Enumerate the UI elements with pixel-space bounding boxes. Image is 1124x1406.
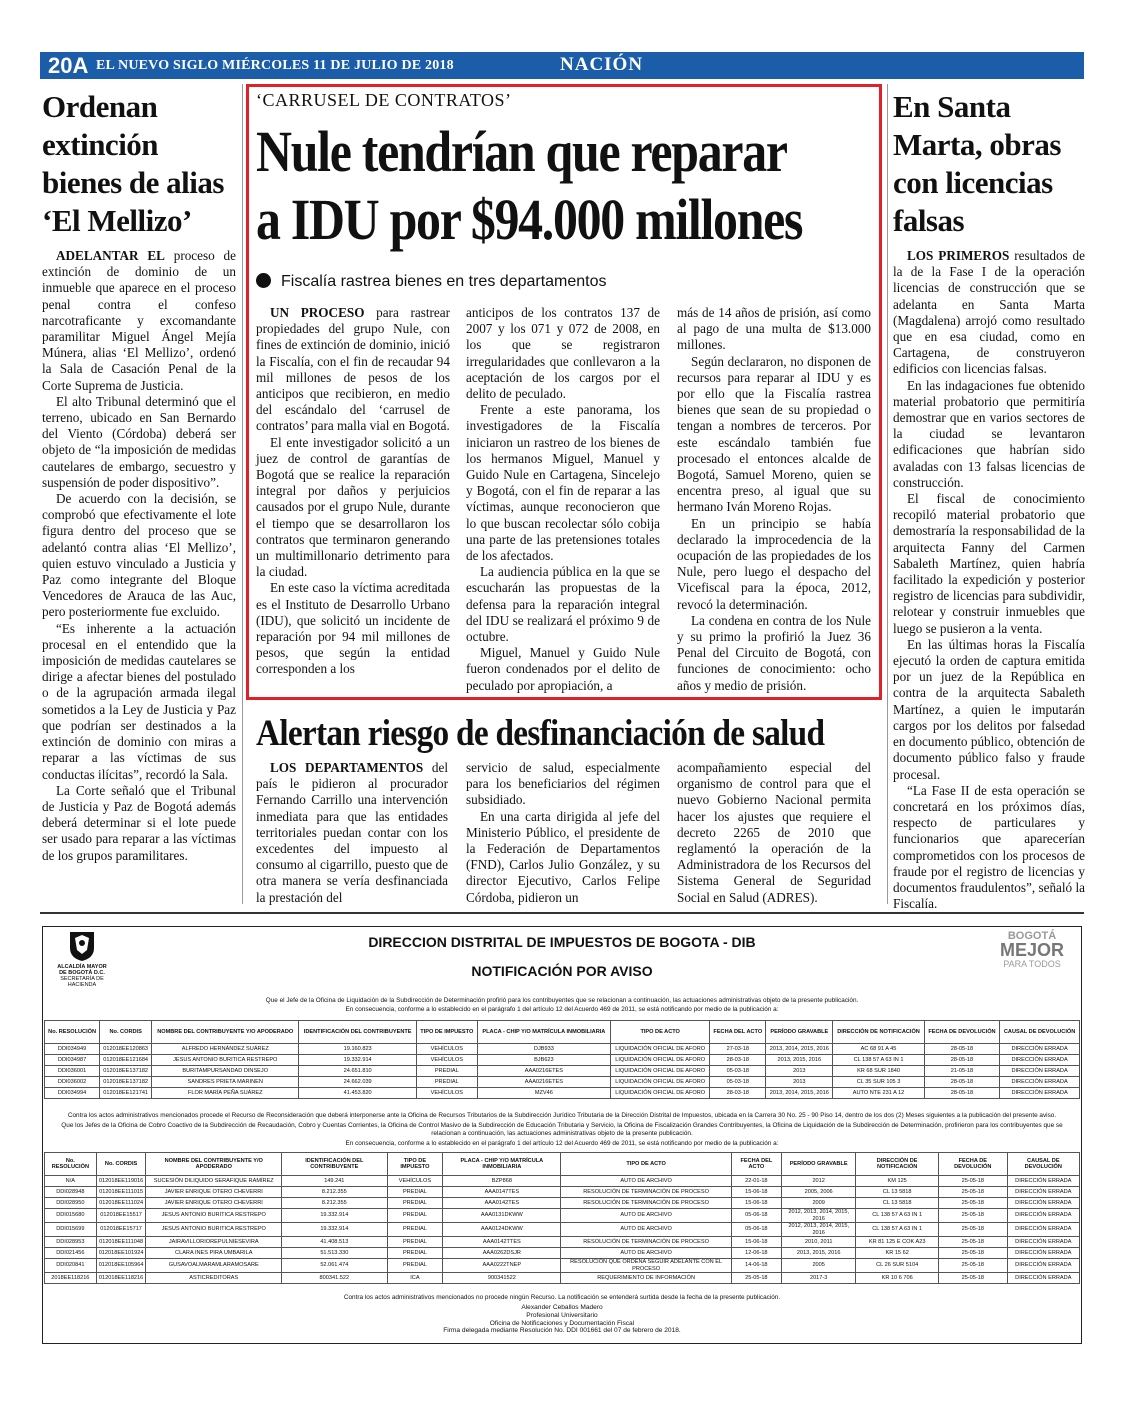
table-cell: 2005 [781,1259,855,1273]
table-cell: 05-03-18 [710,1077,766,1088]
left-article-body [42,248,236,864]
notice-subtitle: NOTIFICACIÓN POR AVISO [471,963,653,979]
column-header: NOMBRE DEL CONTRIBUYENTE Y/O APODERADO [152,1021,299,1044]
table-cell: 28-03-18 [710,1088,766,1099]
notice-note-1: Contra los actos administrativos mencionados procede el Recurso de Reconsideración que deberá interponerse ante la Oficina de Recursos Tributarios de la Subdirección Jurídico Tributaria de la Dirección Distrital de Impuestos, ubicada en la Carrera 30 No. 25 - 90 Piso 14, dentro de los dos (2) Meses siguientes a la publicación del presente aviso. [67,1112,1057,1119]
table-cell: 2018EE118216 [45,1273,97,1284]
table-cell: 22-01-18 [731,1176,781,1187]
table-header-row [45,1153,1080,1176]
column-header: PLACA - CHIP Y/O MATRÍCULA INMOBILIARIA [443,1153,561,1176]
table-cell: 51.513.330 [282,1248,388,1259]
table-cell: PREDIAL [387,1223,443,1237]
table-cell: 19.332.914 [282,1223,388,1237]
table-cell: DIRECCIÓN ERRADA [1007,1187,1079,1198]
notice-intro-4: En consecuencia, conforme a lo establecido en el parágrafo 1 del artículo 12 del Acuerdo 469 de 2011, se está notificando por medio de la publicación a: [345,1140,779,1147]
table-cell: JESUS ANTONIO BURITICA RESTREPO [152,1055,299,1066]
main-article-column-3 [677,305,871,694]
table-cell: 28-03-18 [710,1055,766,1066]
notice-intro: Que el Jefe de la Oficina de Liquidación de la Subdirección de Determinación profirió para los contribuyentes que se relacionan a continuación, las actuaciones administrativas objeto de la presente publicación. [265,997,859,1004]
table-cell: 2013 [766,1066,833,1077]
table-cell: AAA0124DKWW [443,1223,561,1237]
notice-note-2: Contra los actos administrativos mencionados no procede ningún Recurso. La notificación se entenderá surtida desde la fecha de la presente publicación. [343,1294,781,1301]
paragraph: anticipos de los contratos 137 de 2007 y los 071 y 072 de 2008, en los que se registraron irregularidades que conllevaron a la aceptación de los cargos por el delito de peculado. [466,305,660,402]
column-header: TIPO DE IMPUESTO [417,1021,478,1044]
table-cell: PREDIAL [417,1077,478,1088]
table-cell: 012018EE121741 [100,1088,152,1099]
paragraph: En las últimas horas la Fiscalía ejecutó la orden de captura emitida por un juez de la República en contra de la arquitecta Sabaleth Martínez, a quien le imputarán cargos por los delitos por falsedad en documento público, obtención de documento público falso y fraude procesal. [893,636,1085,782]
column-header: CAUSAL DE DEVOLUCIÓN [1000,1021,1080,1044]
table-cell: DDI028950 [45,1198,97,1209]
table-cell: 24.662.039 [299,1077,417,1088]
table-cell: 25-05-18 [938,1209,1007,1223]
column-header: PERÍODO GRAVABLE [766,1021,833,1044]
table-cell: JAIRAVILLORIOREPULNIESEVIRA [146,1237,282,1248]
table-cell: VEHÍCULOS [417,1044,478,1055]
paragraph: del país le pidieron al procurador Fernando Carrillo una intervención inmediata para que las entidades territoriales puedan contar con los excedentes del impuesto al consumo al cigarrillo, puesto que de otra manera se vería desfinanciada la prestación del [256,760,448,905]
table-cell: DDI020841 [45,1259,97,1273]
table-cell: 800341.522 [282,1273,388,1284]
column-header: No. RESOLUCIÓN [45,1021,100,1044]
paragraph: resultados de la de la Fase I de la operación licencias de construcción que se adelanta en Santa Marta (Magdalena) arrojó como resultado que en esa ciudad, como en Cartagena, de construyeron edificios con licencias falsas. [893,248,1085,377]
table-row [45,1237,1080,1248]
table-cell: 012018EE137182 [100,1077,152,1088]
table-cell: N/A [45,1176,97,1187]
table-cell: KR 68 SUR 1840 [833,1066,925,1077]
table-cell: DIRECCIÓN ERRADA [1007,1223,1079,1237]
paragraph: para rastrear propiedades del grupo Nule, con fines de extinción de dominio, inició la Fiscalía, con el fin de recaudar 94 mil millones de pesos de los anticipos que recibieron, en medio del escándalo del ‘carrusel de contratos’ para malla vial en Bogotá. [256,305,450,434]
table-cell: PREDIAL [387,1237,443,1248]
paragraph: De acuerdo con la decisión, se comprobó que efectivamente el lote figura dentro del proceso que se adelantó contra alias ‘El Mellizo’, quien estuvo vinculado a Justicia y Paz como integrante del Bloque Vencedores de Arauca de las Auc, pero posteriormente fue excluido. [42,491,236,620]
table-cell: 15-06-18 [731,1187,781,1198]
table-cell: 012018EE101924 [96,1248,146,1259]
notice-title: DIRECCION DISTRITAL DE IMPUESTOS DE BOGOTA - DIB [368,934,756,950]
table-cell: CL 13 5818 [856,1187,939,1198]
table-cell: RESOLUCIÓN DE TERMINACIÓN DE PROCESO [561,1198,731,1209]
table-cell: SANDRES PRIETA MARINEN [152,1077,299,1088]
column-header: CAUSAL DE DEVOLUCIÓN [1007,1153,1079,1176]
table-cell: DDI036002 [45,1077,100,1088]
logo-caption: ALCALDÍA MAYOR DE BOGOTÁ D.C. [57,964,107,976]
table-cell: PREDIAL [417,1066,478,1077]
table-cell: 19.160.823 [299,1044,417,1055]
table-cell: LIQUIDACIÓN OFICIAL DE AFORO [611,1077,710,1088]
table-cell: DDI028953 [45,1237,97,1248]
paragraph: “La Fase II de esta operación se concretará en los próximos días, respecto de particulares y funcionarios que aparecerían comprometidos con los procesos de fraude por el registro de licencias y documentos fraudulentos”, señaló la Fiscalía. [893,782,1085,912]
table-cell: VEHÍCULOS [417,1055,478,1066]
table-cell: 19.332.914 [299,1055,417,1066]
table-cell: 012018EE111024 [96,1198,146,1209]
table-cell: 15-06-18 [731,1237,781,1248]
table-cell: 25-05-18 [938,1259,1007,1273]
paragraph: El fiscal de conocimiento recopiló material probatorio que demostraría la responsabilidad de la arquitecta Fanny del Carmen Sabaleth Martínez, quien habría facilitado la expedición y posterior registro de licencias para subdividir, relotear y construir inmuebles que luego se pusieron a la venta. [893,491,1085,636]
table-cell: 2013, 2015, 2016 [781,1248,855,1259]
table-row [45,1223,1080,1237]
table-cell: AAA0216ETES [477,1066,611,1077]
column-header: No. CORDIS [100,1021,152,1044]
table-cell: 21-05-18 [924,1066,999,1077]
table-cell: DJB933 [477,1044,611,1055]
table-cell: 012018EE121684 [100,1055,152,1066]
column-header: FECHA DE DEVOLUCIÓN [938,1153,1007,1176]
paragraph: La condena en contra de los Nule y su primo la profirió la Juez 36 Penal del Circuito de Bogotá, con funciones de conocimiento: ocho años y medio de prisión. [677,612,871,693]
table-cell: KM 125 [856,1176,939,1187]
table-cell: DDI015699 [45,1223,97,1237]
table-cell: AAA0222TNEP [443,1259,561,1273]
logo-line: MEJOR [999,940,1064,960]
table-cell: 2012, 2013, 2014, 2015, 2016 [781,1223,855,1237]
table-cell: REQUERIMIENTO DE INFORMACIÓN [561,1273,731,1284]
table-cell: AAA0142TES [443,1198,561,1209]
column-header: DIRECCIÓN DE NOTIFICACIÓN [856,1153,939,1176]
column-header: DIRECCIÓN DE NOTIFICACIÓN [833,1021,925,1044]
table-cell: 28-05-18 [924,1088,999,1099]
table-cell: 2010, 2011 [781,1237,855,1248]
paragraph: servicio de salud, especialmente para los beneficiarios del régimen subsidiado. [466,760,660,808]
table-cell: 012018EE15517 [96,1209,146,1223]
headline-line: ‘El Mellizo’ [42,203,192,238]
table-cell: DIRECCIÓN ERRADA [1007,1248,1079,1259]
table-cell: 05-06-18 [731,1209,781,1223]
table-row [45,1088,1080,1099]
table-cell: 012018EE111015 [96,1187,146,1198]
table-cell: RESOLUCIÓN DE TERMINACIÓN DE PROCESO [561,1187,731,1198]
table-cell: 05-06-18 [731,1223,781,1237]
table-cell: 2017-3 [781,1273,855,1284]
main-article-column-1 [256,305,450,678]
paragraph: más de 14 años de prisión, así como al pago de una multa de $13.000 millones. [677,305,871,353]
table-cell: DIRECCIÓN ERRADA [1000,1088,1080,1099]
salud-column-2 [466,760,660,906]
table-cell: AUTO DE ARCHIVO [561,1176,731,1187]
table-cell: AAA0131DKWW [443,1209,561,1223]
table-row [45,1273,1080,1284]
paragraph: proceso de extinción de dominio de un inmueble que aparece en el proceso penal contra el confeso narcotraficante y excomandante paramilitar Miguel Ángel Mejía Múnera, alias ‘El Mellizo’, ordenó la Sala de Casación Penal de la Corte Suprema de Justicia. [42,248,236,393]
table-cell: 15-06-18 [731,1198,781,1209]
column-header: TIPO DE ACTO [561,1153,731,1176]
headline-line: bienes de alias [42,165,224,200]
table-header-row [45,1021,1080,1044]
column-header: PERÍODO GRAVABLE [781,1153,855,1176]
column-header: No. CORDIS [96,1153,146,1176]
table-cell: 012018EE137182 [100,1066,152,1077]
table-cell: 2012, 2013, 2014, 2015, 2016 [781,1209,855,1223]
table-cell: 8.212.355 [282,1198,388,1209]
column-header: FECHA DEL ACTO [710,1021,766,1044]
paragraph: En un principio se había declarado la improcedencia de la ocupación de las propiedades de los Nule, pero luego el despacho del Vicefiscal para la época, 2012, revocó la determinación. [677,515,871,612]
table-cell: CL 138 57 A 63 IN 1 [833,1055,925,1066]
table-cell: 25-05-18 [938,1237,1007,1248]
table-cell: PREDIAL [387,1187,443,1198]
table-cell: DIRECCIÓN ERRADA [1000,1055,1080,1066]
table-cell: 24.651.810 [299,1066,417,1077]
table-cell: DDI034987 [45,1055,100,1066]
table-cell: AAA0262DSJR [443,1248,561,1259]
headline-line: extinción [42,127,159,162]
table-cell: DDI034949 [45,1044,100,1055]
paragraph: Miguel, Manuel y Guido Nule fueron condenados por el delito de peculado por apropiación, a [466,645,660,693]
headline-line: con licencias [893,165,1053,200]
table-cell: 41.453.820 [299,1088,417,1099]
table-cell: JESUS ANTONIO BURITICA RESTREPO [146,1209,282,1223]
notice-table-1 [44,1020,1080,1099]
table-cell: JAVIER ENRIQUE OTERO CHEVERRI [146,1198,282,1209]
table-cell: 012018EE105964 [96,1259,146,1273]
paragraph: Frente a este panorama, los investigadores de la Fiscalía iniciaron un rastreo de los bienes de los hermanos Miguel, Manuel y Guido Nule en Cartagena, Sincelejo y Bogotá, con el fin de reparar a las víctimas, aunque reconocieron que lo que buscan recolectar sólo cobija una parte de las pretensiones totales de los afectados. [466,402,660,564]
table-row [45,1077,1080,1088]
table-cell: LIQUIDACIÓN OFICIAL DE AFORO [611,1044,710,1055]
table-cell: CL 35 SUR 105 3 [833,1077,925,1088]
table-cell: 28-05-18 [924,1055,999,1066]
subhead-text: Fiscalía rastrea bienes en tres departamentos [281,273,607,290]
column-header: NOMBRE DEL CONTRIBUYENTE Y/O APODERADO [146,1153,282,1176]
table-cell: SUCESIÓN DILIQUIDO SERAFIQUE RAMÍREZ [146,1176,282,1187]
table-cell: DDI021456 [45,1248,97,1259]
paragraph: En este caso la víctima acreditada es el Instituto de Desarrollo Urbano (IDU), que solicitó un incidente de reparación por 94 mil millones de pesos, que según la entidad corresponden a los [256,580,450,677]
table-row [45,1176,1080,1187]
table-cell: MZV46 [477,1088,611,1099]
signature-delegation: Firma delegada mediante Resolución No. DDI 001661 del 07 de febrero de 2018. [443,1327,681,1335]
salud-headline: Alertan riesgo de desfinanciación de salud [256,713,825,754]
table-cell: AC 68 91 A 45 [833,1044,925,1055]
table-cell: PREDIAL [387,1259,443,1273]
table-cell: 14-06-18 [731,1259,781,1273]
table-cell: CLARA INES PIRA UMBARILA [146,1248,282,1259]
notice-signature [44,1304,1080,1335]
column-header: TIPO DE IMPUESTO [387,1153,443,1176]
signature-role: Profesional Universitario [526,1311,598,1319]
table-cell: 2013, 2014, 2015, 2016 [766,1088,833,1099]
main-headline [256,118,803,254]
table-cell: DIRECCIÓN ERRADA [1000,1066,1080,1077]
table-cell: RESOLUCIÓN DE TERMINACIÓN DE PROCESO [561,1237,731,1248]
table-cell: 25-05-18 [938,1248,1007,1259]
table-cell: PREDIAL [387,1248,443,1259]
salud-column-1 [256,760,448,906]
column-header: FECHA DE DEVOLUCIÓN [924,1021,999,1044]
table-cell: DIRECCIÓN ERRADA [1007,1237,1079,1248]
headline-line: falsas [893,203,965,238]
paragraph: La Corte señaló que el Tribunal de Justicia y Paz de Bogotá además deberá determinar si el lote puede ser usado para reparar a las víctimas de los grupos paramilitares. [42,782,236,863]
table-cell: 12-06-18 [731,1248,781,1259]
table-cell: DDI015680 [45,1209,97,1223]
column-header: FECHA DEL ACTO [731,1153,781,1176]
table-cell: AAA0216ETES [477,1077,611,1088]
table-cell: LIQUIDACIÓN OFICIAL DE AFORO [611,1088,710,1099]
table-row [45,1044,1080,1055]
notice-top-rule [40,912,1084,914]
table-cell: DIRECCIÓN ERRADA [1007,1198,1079,1209]
table-row [45,1066,1080,1077]
table-cell: CL 26 SUR 5104 [856,1259,939,1273]
table-cell: PREDIAL [387,1209,443,1223]
notice-intro-2: En consecuencia, conforme a lo establecido en el parágrafo 1 del artículo 12 del Acuerdo 469 de 2011, se está notificando por medio de la publicación a: [345,1006,779,1013]
table-cell: 012018EE120863 [100,1044,152,1055]
headline-line: Marta, obras [893,127,1061,162]
table-cell: DDI028948 [45,1187,97,1198]
table-cell: DDI036001 [45,1066,100,1077]
headline-line: Ordenan [42,89,158,124]
table-cell: DIRECCIÓN ERRADA [1007,1259,1079,1273]
table-cell: 012018EE119016 [96,1176,146,1187]
article-subhead [256,273,607,291]
table-cell: JAVIER ENRIQUE OTERO CHEVERRI [146,1187,282,1198]
table-cell: RESOLUCIÓN QUE ORDENA SEGUIR ADELANTE CON EL PROCESO [561,1259,731,1273]
paragraph: acompañamiento especial del organismo de control para que el nuevo Gobierno Nacional permita hacer los ajustes que requiere el decreto 2265 de 2010 que reglamentó la operación de la Administradora de los Recursos del Sistema General de Seguridad Social en Salud (ADRES). [677,760,871,905]
table-cell: AUTO DE ARCHIVO [561,1248,731,1259]
table-cell: VEHÍCULOS [387,1176,443,1187]
table-cell: LIQUIDACIÓN OFICIAL DE AFORO [611,1055,710,1066]
table-cell: LIQUIDACIÓN OFICIAL DE AFORO [611,1066,710,1077]
table-cell: 25-05-18 [938,1198,1007,1209]
table-cell: DDI034994 [45,1088,100,1099]
table-cell: VEHÍCULOS [417,1088,478,1099]
table-cell: BURITAMPURSANDAD DINSEJO [152,1066,299,1077]
paragraph: En una carta dirigida al jefe del Ministerio Público, el presidente de la Federación de Departamentos (FND), Carlos Julio González, y su director Ejecutivo, Carlos Felipe Córdoba, pidieron un [466,808,660,905]
table-cell: 012018EE118216 [96,1273,146,1284]
signature-name: Alexander Ceballos Madero [521,1304,603,1311]
main-article-column-2 [466,305,660,694]
headline-line: Nule tendrían que reparar [256,119,787,184]
table-cell: 25-05-18 [938,1187,1007,1198]
column-divider [242,84,243,904]
column-divider [887,84,888,904]
table-cell: 28-05-18 [924,1077,999,1088]
section-title: NACIÓN [560,54,644,75]
table-cell: ASTICREDITORAS [146,1273,282,1284]
page-header [40,52,1084,79]
paragraph: En las indagaciones fue obtenido material probatorio que permitiría demostrar que en varios sectores de la ciudad se levantaron edificaciones que habrían sido avaladas con 13 falsas licencias de construcción. [893,377,1085,490]
table-cell: 2005, 2006 [781,1187,855,1198]
table-cell: 2012 [781,1176,855,1187]
table-cell: BZP868 [443,1176,561,1187]
table-cell: CL 138 57 A 63 IN 1 [856,1223,939,1237]
table-row [45,1248,1080,1259]
table-cell: 2009 [781,1198,855,1209]
table-cell: AUTO DE ARCHIVO [561,1223,731,1237]
table-cell: DIRECCIÓN ERRADA [1007,1273,1079,1284]
logo-line: BOGOTÁ [1007,930,1057,942]
bullet-dot-icon [256,273,271,288]
lead-words: ADELANTAR EL [56,248,165,263]
table-row [45,1209,1080,1223]
table-cell: 2013, 2015, 2016 [766,1055,833,1066]
column-header: IDENTIFICACIÓN DEL CONTRIBUYENTE [299,1021,417,1044]
lead-words: UN PROCESO [270,305,365,320]
column-header: TIPO DE ACTO [611,1021,710,1044]
table-cell: ICA [387,1273,443,1284]
column-header: PLACA - CHIP Y/O MATRÍCULA INMOBILIARIA [477,1021,611,1044]
paragraph: Según declararon, no disponen de recursos para reparar al IDU y es por ello que la Fiscalía rastrea bienes que sean de su propiedad o tengan a nombres de terceros. Por este escándalo también fue procesado el entonces alcalde de Bogotá, Samuel Moreno, quien se encentra preso, al igual que su hermano Iván Moreno Rojas. [677,353,871,515]
table-cell: 25-05-18 [938,1223,1007,1237]
table-cell: DIRECCIÓN ERRADA [1007,1209,1079,1223]
table-row [45,1055,1080,1066]
paragraph: La audiencia pública en la que se escucharán las propuestas de la defensa para la reparación integral del IDU se realizará el próximo 9 de octubre. [466,564,660,645]
notice-table-2 [44,1152,1080,1284]
table-cell: FLOR MARÍA PEÑA SUÁREZ [152,1088,299,1099]
table-cell: AAA0147TES [443,1187,561,1198]
left-article-headline [42,88,237,240]
table-cell: 25-05-18 [938,1273,1007,1284]
table-cell: 05-03-18 [710,1066,766,1077]
table-cell: BJB623 [477,1055,611,1066]
table-cell: PREDIAL [387,1198,443,1209]
table-cell: 52.061.474 [282,1259,388,1273]
table-cell: KR 81 125 E COK A23 [856,1237,939,1248]
column-header: IDENTIFICACIÓN DEL CONTRIBUYENTE [282,1153,388,1176]
table-cell: 012018EE15717 [96,1223,146,1237]
table-cell: KR 15 62 [856,1248,939,1259]
logo-subcaption: SECRETARÍA DE HACIENDA [60,976,104,988]
headline-line: En Santa [893,89,1011,124]
column-header: No. RESOLUCIÓN [45,1153,97,1176]
table-cell: CL 138 57 A 63 IN 1 [856,1209,939,1223]
table-cell: DIRECCIÓN ERRADA [1000,1044,1080,1055]
paragraph: El ente investigador solicitó a un juez de control de garantías de Bogotá que se realice la reparación integral por daños y perjuicios causados por el grupo Nule, durante el tiempo que se desarrollaron los contratos que terminaron generando un multimillonario detrimento para la ciudad. [256,434,450,580]
signature-office: Oficina de Notificaciones y Documentación Fiscal [489,1319,635,1327]
table-cell: 2013 [766,1077,833,1088]
salud-column-3 [677,760,871,906]
table-cell: DIRECCIÓN ERRADA [1000,1077,1080,1088]
table-cell: KR 10 6 706 [856,1273,939,1284]
table-row [45,1187,1080,1198]
lead-words: LOS DEPARTAMENTOS [270,760,424,775]
table-row [45,1259,1080,1273]
publication-date-line: EL NUEVO SIGLO MIÉRCOLES 11 DE JULIO DE 2018 [96,58,454,73]
article-kicker: ‘CARRUSEL DE CONTRATOS’ [256,90,512,110]
page-number: 20A [48,53,89,78]
table-cell: AAA0142TTES [443,1237,561,1248]
table-cell: 25-05-18 [938,1176,1007,1187]
table-cell: 25-05-18 [731,1273,781,1284]
table-cell: JESUS ANTONIO BURITICA RESTREPO [146,1223,282,1237]
table-cell: 19.332.914 [282,1209,388,1223]
logo-line: PARA TODOS [1003,959,1061,969]
right-article-headline [893,88,1088,240]
paragraph: El alto Tribunal determinó que el terreno, ubicado en San Bernardo del Viento (Córdoba) deberá ser objeto de “la imposición de medidas cautelares de embargo, secuestro y suspensión de poder dispositivo”. [42,393,236,490]
table-cell: DIRECCIÓN ERRADA [1007,1176,1079,1187]
table-row [45,1198,1080,1209]
table-cell: 27-03-18 [710,1044,766,1055]
table-cell: 900341522 [443,1273,561,1284]
table-cell: AUTO DE ARCHIVO [561,1209,731,1223]
table-cell: ALFREDO HERNÁNDEZ SUÁREZ [152,1044,299,1055]
table-cell: 2013, 2014, 2015, 2016 [766,1044,833,1055]
table-cell: CL 13 5818 [856,1198,939,1209]
table-cell: GUSAVOALMARAMLARAMOSARE [146,1259,282,1273]
lead-words: LOS PRIMEROS [907,248,1010,263]
notice-intro-3: Que los Jefes de la Oficina de Cobro Coactivo de la Subdirección de Recaudación, Cobro y Cuentas Corrientes, la Oficina de Control Masivo de la Subdirección de Educación Tributaria y Servicio, la Oficina de Fiscalización Grandes Contribuyentes, la Oficina de Liquidación de la Subdirección de Determinación, profirieron para los contribuyentes que se relacionan a continuación, las actuaciones administrativas objeto de la presente publicación. [61,1122,1063,1137]
table-cell: 012018EE111048 [96,1237,146,1248]
table-cell: 28-05-18 [924,1044,999,1055]
right-article-body [893,248,1085,912]
table-cell: AUTO NTE 231 A 12 [833,1088,925,1099]
table-cell: 8.212.355 [282,1187,388,1198]
paragraph: “Es inherente a la actuación procesal en el entendido que la imposición de medidas cautelares se dirige a afectar bienes del postulado o de la agrupación armada ilegal sometidos a la Ley de Justicia y Paz que podrían ser destinados a la extinción de dominio con miras a reparar a las víctimas de sus conductas ilícitas”, recordó la Sala. [42,620,236,782]
table-cell: 149.241 [282,1176,388,1187]
headline-line: a IDU por $94.000 millones [256,187,803,252]
table-cell: 41.408.513 [282,1237,388,1248]
